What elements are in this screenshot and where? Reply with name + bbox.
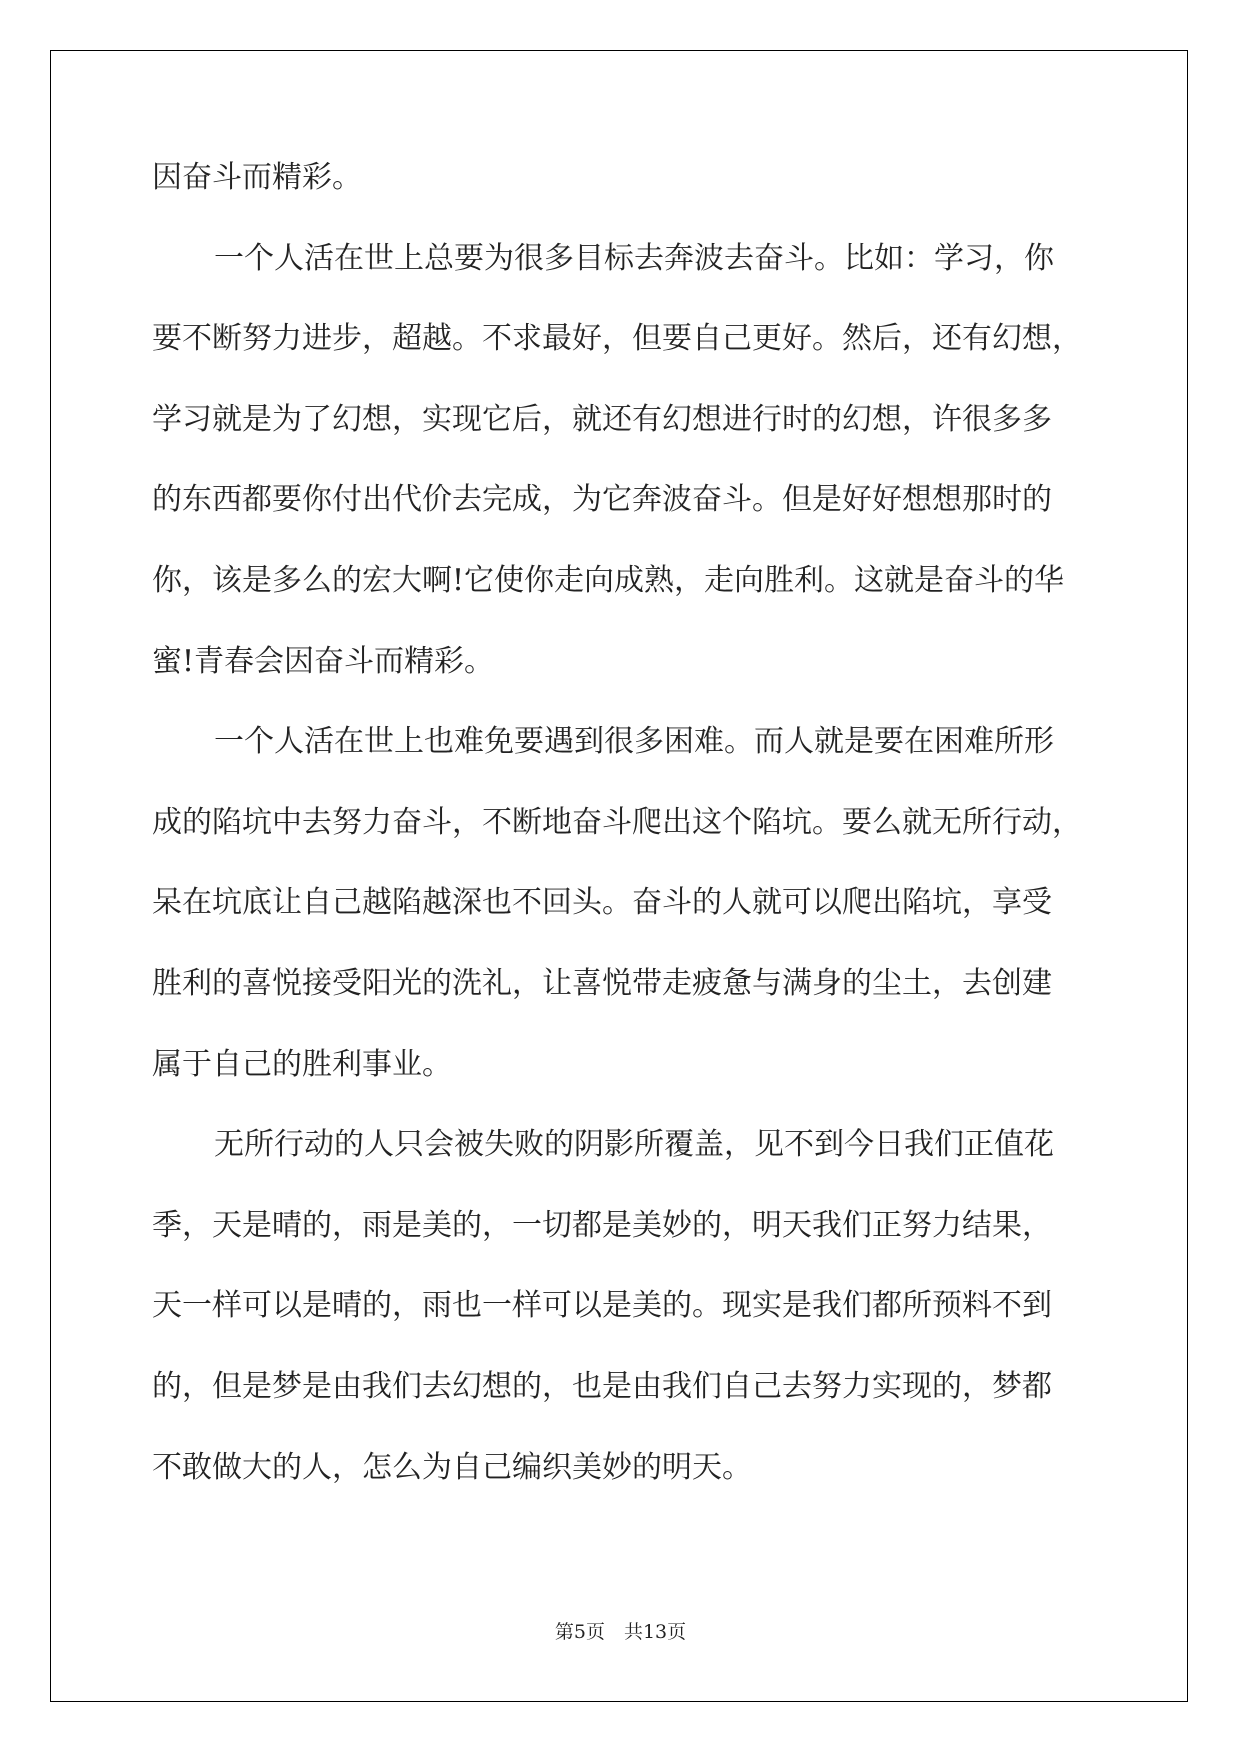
text-line: 蜜!青春会因奋斗而精彩。 bbox=[152, 643, 495, 679]
text-line: 你，该是多么的宏大啊!它使你走向成熟，走向胜利。这就是奋斗的华 bbox=[152, 562, 1065, 598]
text-line: 呆在坑底让自己越陷越深也不回头。奋斗的人就可以爬出陷坑，享受 bbox=[152, 885, 1052, 921]
paragraph-first-line: 无所行动的人只会被失败的阴影所覆盖，见不到今日我们正值花 bbox=[214, 1127, 1054, 1163]
paragraph-first-line: 一个人活在世上总要为很多目标去奔波去奋斗。比如：学习，你 bbox=[214, 240, 1054, 276]
text-line: 成的陷坑中去努力奋斗，不断地奋斗爬出这个陷坑。要么就无所行动， bbox=[152, 804, 1082, 840]
paragraph-first-line: 一个人活在世上也难免要遇到很多困难。而人就是要在困难所形 bbox=[214, 724, 1054, 760]
text-line: 属于自己的胜利事业。 bbox=[152, 1046, 452, 1082]
text-line: 因奋斗而精彩。 bbox=[152, 160, 362, 195]
text-line: 天一样可以是晴的，雨也一样可以是美的。现实是我们都所预料不到 bbox=[152, 1288, 1052, 1324]
text-line: 胜利的喜悦接受阳光的洗礼，让喜悦带走疲惫与满身的尘土，去创建 bbox=[152, 965, 1052, 1001]
body-text bbox=[152, 158, 1092, 1528]
text-line: 的，但是梦是由我们去幻想的，也是由我们自己去努力实现的，梦都 bbox=[152, 1368, 1052, 1404]
text-line: 季，天是晴的，雨是美的，一切都是美妙的，明天我们正努力结果， bbox=[152, 1207, 1052, 1243]
text-line: 不敢做大的人，怎么为自己编织美妙的明天。 bbox=[152, 1449, 752, 1485]
text-line: 要不断努力进步，超越。不求最好，但要自己更好。然后，还有幻想， bbox=[152, 321, 1082, 357]
text-line: 的东西都要你付出代价去完成，为它奔波奋斗。但是好好想想那时的 bbox=[152, 482, 1052, 518]
page-number-footer: 第5页 共13页 bbox=[554, 1621, 687, 1643]
text-line: 学习就是为了幻想，实现它后，就还有幻想进行时的幻想，许很多多 bbox=[152, 401, 1052, 437]
